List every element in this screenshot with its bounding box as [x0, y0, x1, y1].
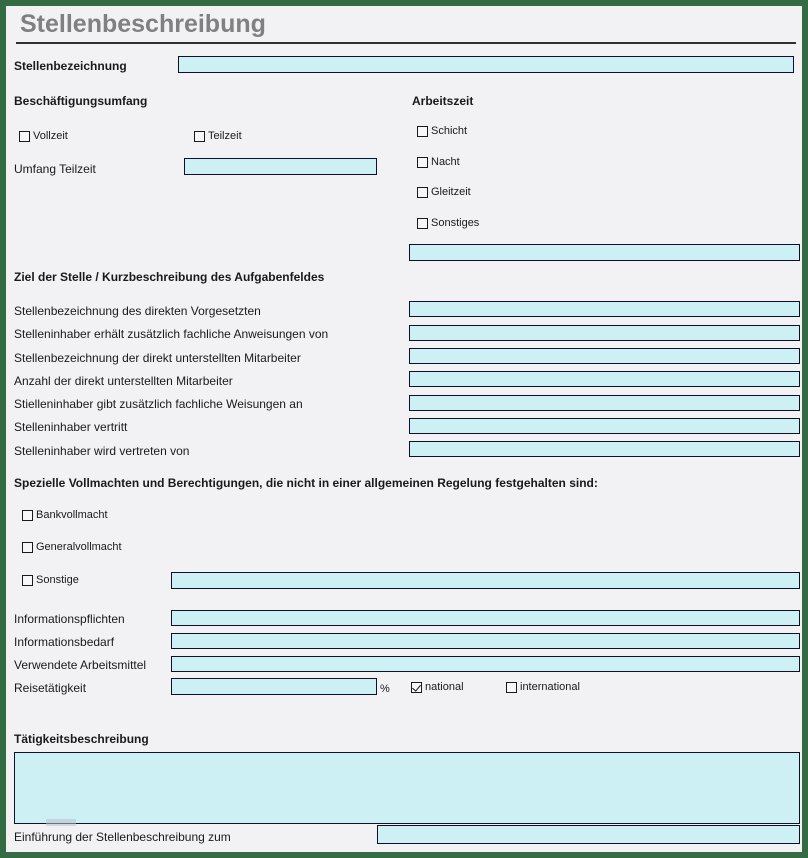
activity-description-heading: Tätigkeitsbeschreibung [14, 732, 149, 746]
checkbox-label-national: national [425, 681, 464, 693]
checkbox-box-gleitzeit[interactable] [417, 187, 428, 198]
job-title-label: Stellenbezeichnung [14, 59, 127, 73]
position-goal-row-input-5[interactable] [409, 418, 800, 434]
checkbox-nacht[interactable] [417, 156, 460, 168]
checkbox-box-bankvollmacht[interactable] [22, 510, 33, 521]
introduction-date-input[interactable] [377, 825, 800, 844]
position-goal-row-input-1[interactable] [409, 325, 800, 341]
checkbox-teilzeit[interactable] [194, 130, 242, 142]
checkbox-vollzeit[interactable] [19, 130, 68, 142]
position-goal-row-label-2: Stellenbezeichnung der direkt unterstellten Mitarbeiter [14, 351, 301, 365]
checkbox-sonstige[interactable] [22, 574, 79, 586]
checkbox-box-teilzeit[interactable] [194, 131, 205, 142]
position-goal-row-label-1: Stelleninhaber erhält zusätzlich fachliche Anweisungen von [14, 327, 329, 341]
checkbox-label-international: international [520, 681, 580, 693]
part-time-extent-input[interactable] [184, 158, 377, 175]
special-authorizations-other-input[interactable] [171, 572, 800, 589]
information-row-input-0[interactable] [171, 610, 800, 626]
checkbox-sonstiges[interactable] [417, 217, 479, 229]
checkbox-label-sonstige: Sonstige [36, 574, 79, 586]
checkbox-label-vollzeit: Vollzeit [33, 130, 68, 142]
checkbox-label-sonstiges: Sonstiges [431, 217, 480, 229]
activity-description-textarea[interactable] [14, 752, 800, 824]
information-row-input-1[interactable] [171, 633, 800, 649]
information-row-label-2: Verwendete Arbeitsmittel [14, 658, 147, 672]
working-hours-other-input[interactable] [409, 244, 800, 261]
position-goal-row-input-3[interactable] [409, 371, 800, 387]
scan-artifact [46, 819, 76, 826]
position-goal-row-label-4: Stielleninhaber gibt zusätzlich fachliche Weisungen an [14, 397, 303, 411]
checkbox-box-schicht[interactable] [417, 126, 428, 137]
position-goal-row-label-0: Stellenbezeichnung des direkten Vorgesetzten [14, 304, 261, 318]
checkbox-generalvollmacht[interactable] [22, 541, 122, 553]
position-goal-row-label-3: Anzahl der direkt unterstellten Mitarbeiter [14, 374, 233, 388]
checkbox-schicht[interactable] [417, 125, 467, 137]
information-row-input-2[interactable] [171, 656, 800, 672]
position-goal-row-input-6[interactable] [409, 441, 800, 457]
form-sheet [6, 6, 802, 852]
special-authorizations-heading: Spezielle Vollmachten und Berechtigungen, die nicht in einer allgemeinen Regelung festgehalten sind: [14, 476, 598, 490]
position-goal-row-label-6: Stelleninhaber wird vertreten von [14, 444, 190, 458]
checkbox-international[interactable] [506, 681, 580, 693]
checkbox-label-gleitzeit: Gleitzeit [431, 186, 471, 198]
position-goal-row-input-2[interactable] [409, 348, 800, 364]
position-goal-row-input-4[interactable] [409, 395, 800, 411]
employment-scope-heading: Beschäftigungsumfang [14, 94, 148, 108]
travel-unit-label: % [380, 683, 390, 695]
title-divider [16, 42, 796, 44]
checkbox-box-generalvollmacht[interactable] [22, 542, 33, 553]
checkbox-box-national[interactable] [411, 682, 422, 693]
position-goal-heading: Ziel der Stelle / Kurzbeschreibung des Aufgabenfeldes [14, 270, 325, 284]
checkbox-bankvollmacht[interactable] [22, 509, 108, 521]
introduction-date-label: Einführung der Stellenbeschreibung zum [14, 830, 231, 844]
checkbox-gleitzeit[interactable] [417, 186, 471, 198]
checkbox-box-international[interactable] [506, 682, 517, 693]
checkbox-national[interactable] [411, 681, 464, 693]
page-title: Stellenbeschreibung [20, 10, 266, 38]
checkbox-box-nacht[interactable] [417, 157, 428, 168]
checkbox-label-nacht: Nacht [431, 156, 460, 168]
checkbox-label-generalvollmacht: Generalvollmacht [36, 541, 122, 553]
checkbox-box-sonstiges[interactable] [417, 218, 428, 229]
travel-label: Reisetätigkeit [14, 681, 87, 695]
checkbox-box-vollzeit[interactable] [19, 131, 30, 142]
working-hours-heading: Arbeitszeit [412, 94, 474, 108]
part-time-extent-label: Umfang Teilzeit [14, 162, 96, 176]
position-goal-row-input-0[interactable] [409, 301, 800, 317]
travel-percent-input[interactable] [171, 678, 377, 695]
job-title-input[interactable] [178, 56, 794, 73]
checkbox-box-sonstige[interactable] [22, 575, 33, 586]
position-goal-row-label-5: Stelleninhaber vertritt [14, 420, 128, 434]
information-row-label-0: Informationspflichten [14, 612, 125, 626]
checkbox-label-teilzeit: Teilzeit [208, 130, 242, 142]
information-row-label-1: Informationsbedarf [14, 635, 115, 649]
checkbox-label-bankvollmacht: Bankvollmacht [36, 509, 108, 521]
checkbox-label-schicht: Schicht [431, 125, 468, 137]
